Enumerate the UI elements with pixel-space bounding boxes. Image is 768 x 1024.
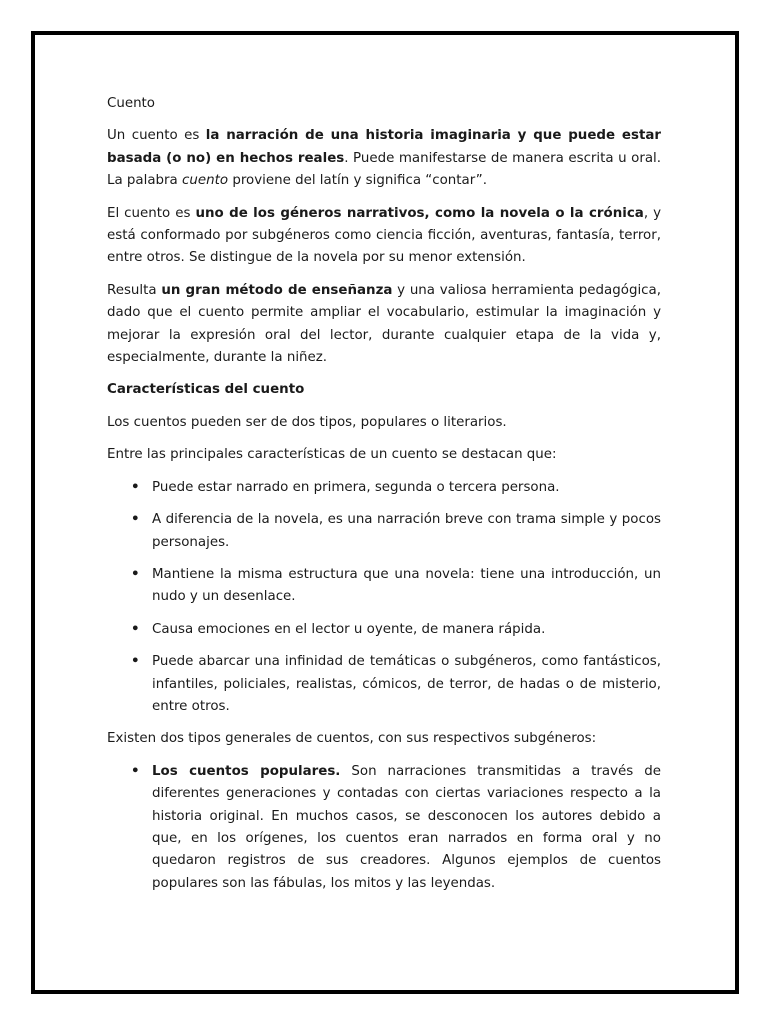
list-item-text: Causa emociones en el lector u oyente, de manera rápida. (152, 621, 546, 637)
list-item-bold-label: Los cuentos populares. (152, 763, 341, 779)
story-types-list (107, 761, 661, 895)
document-title: Cuento (107, 96, 156, 111)
list-item (131, 509, 661, 554)
bullet-icon: • (131, 479, 140, 495)
bullet-icon: • (131, 566, 140, 582)
bold-text-run: la narración de una historia imaginaria y que puede estar basada (o no) en hechos reales (107, 128, 662, 166)
italic-text-run: cuento (182, 173, 229, 189)
paragraph-genre (107, 203, 661, 270)
list-item (131, 477, 661, 499)
paragraph-general-types: Existen dos tipos generales de cuentos, con sus respectivos subgéneros: (107, 731, 597, 747)
heading-text: Características del cuento (107, 382, 305, 398)
list-item-text: Mantiene la misma estructura que una novela: tiene una introducción, un nudo y un desenlace. (152, 566, 661, 605)
text-run: proviene del latín y significa “contar”. (228, 173, 487, 189)
paragraph-teaching (107, 280, 661, 370)
paragraph-definition (107, 125, 661, 192)
document-body (107, 93, 661, 905)
characteristics-list (107, 477, 661, 719)
text-run: Un cuento es (107, 128, 206, 144)
bullet-icon: • (131, 654, 140, 670)
list-item (131, 619, 661, 641)
bold-text-run: uno de los géneros narrativos, como la novela o la crónica (195, 205, 644, 221)
document-page (31, 31, 739, 994)
text-run: . Puede manifestarse de manera escrita u oral. La palabra (107, 150, 662, 189)
bullet-icon: • (131, 763, 140, 779)
paragraph-characteristics-intro: Entre las principales características de un cuento se destacan que: (107, 447, 557, 463)
list-item-text: A diferencia de la novela, es una narración breve con trama simple y pocos personajes. (152, 512, 661, 550)
section-heading-caracteristicas (107, 379, 661, 401)
list-item (131, 564, 661, 609)
bullet-icon: • (131, 512, 140, 528)
text-run: El cuento es (107, 205, 196, 221)
list-item-text: Son narraciones transmitidas a través de diferentes generaciones y contadas con ciertas variaciones respecto a la historia original. En muchos casos, se desconocen los autores debido a que, en los orígenes, los cuentos eran narrados en forma oral y no quedaron registros de sus creadores. Algunos ejemplos de cuentos populares son las fábulas, los mitos y las leyendas. (152, 763, 661, 891)
list-item (131, 761, 661, 895)
list-item (131, 651, 661, 718)
list-item-text: Puede abarcar una infinidad de temáticas o subgéneros, como fantásticos, infantiles, policiales, realistas, cómicos, de terror, de hadas o de misterio, entre otros. (152, 654, 661, 714)
text-run: Resulta (107, 282, 162, 298)
text-run: y una valiosa herramienta pedagógica, dado que el cuento permite ampliar el vocabulario, estimular la imaginación y mejorar la expresión oral del lector, durante cualquier etapa de la vida y, especialmente, durante la niñez. (107, 282, 661, 366)
bold-text-run: un gran método de enseñanza (161, 282, 393, 298)
paragraph-types: Los cuentos pueden ser de dos tipos, populares o literarios. (107, 414, 507, 430)
text-run: , y está conformado por subgéneros como ciencia ficción, aventuras, fantasía, terror, entre otros. Se distingue de la novela por su menor extensión. (107, 205, 661, 266)
list-item-text: Puede estar narrado en primera, segunda o tercera persona. (152, 479, 560, 495)
bullet-icon: • (131, 621, 140, 637)
